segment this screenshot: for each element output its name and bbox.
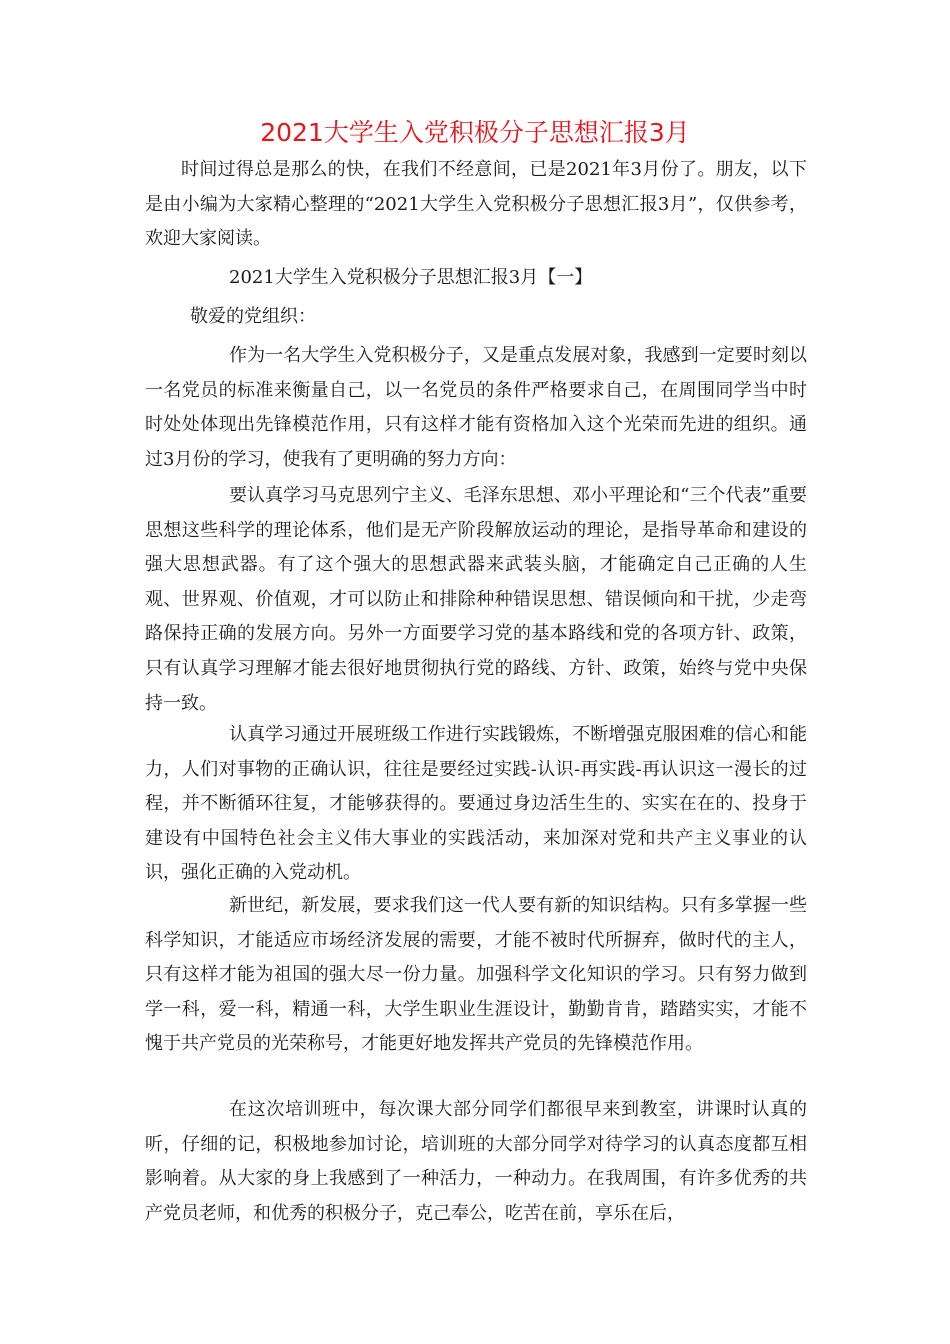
section-heading: 2021大学生入党积极分子思想汇报3月【一】	[229, 267, 593, 288]
intro-paragraph: 时间过得总是那么的快，在我们不经意间，已是2021年3月份了。朋友，以下是由小编为大家精心整理的“2021大学生入党积极分子思想汇报3月”，仅供参考，欢迎大家阅读。	[145, 159, 807, 249]
body-paragraph: 作为一名大学生入党积极分子，又是重点发展对象，我感到一定要时刻以一名党员的标准来衡量自己，以一名党员的条件严格要求自己，在周围同学当中时时处处体现出先锋模范作用，只有这样才能有资格加入这个光荣而先进的组织。通过3月份的学习，使我有了更明确的努力方向：	[145, 345, 807, 470]
body-paragraph: 新世纪，新发展，要求我们这一代人要有新的知识结构。只有多掌握一些科学知识，才能适应市场经济发展的需要，才能不被时代所摒弃，做时代的主人，只有这样才能为祖国的强大尽一份力量。加强科学文化知识的学习。只有努力做到学一科，爱一科，精通一科，大学生职业生涯设计，勤勤肯肯，踏踏实实，才能不愧于共产党员的光荣称号，才能更好地发挥共产党员的先锋模范作用。	[145, 895, 807, 1055]
salutation: 敬爱的党组织：	[190, 306, 316, 327]
body-paragraph: 认真学习通过开展班级工作进行实践锻炼，不断增强克服困难的信心和能力，人们对事物的正确认识，往往是要经过实践-认识-再实践-再认识这一漫长的过程，并不断循环往复，才能够获得的。要通过身边活生生的、实实在在的、投身于建设有中国特色社会主义伟大事业的实践活动，来加深对党和共产主义事业的认识，强化正确的入党动机。	[145, 724, 807, 884]
document-title: 2021大学生入党积极分子思想汇报3月	[260, 118, 690, 147]
body-paragraph: 在这次培训班中，每次课大部分同学们都很早来到教室，讲课时认真的听，仔细的记，积极地参加讨论，培训班的大部分同学对待学习的认真态度都互相影响着。从大家的身上我感到了一种活力，一种动力。在我周围，有许多优秀的共产党员老师，和优秀的积极分子，克己奉公，吃苦在前，享乐在后，	[145, 1099, 807, 1224]
body-paragraph: 要认真学习马克思列宁主义、毛泽东思想、邓小平理论和“三个代表”重要思想这些科学的理论体系，他们是无产阶段解放运动的理论，是指导革命和建设的强大思想武器。有了这个强大的思想武器来武装头脑，才能确定自己正确的人生观、世界观、价值观，才可以防止和排除种种错误思想、错误倾向和干扰，少走弯路保持正确的发展方向。另外一方面要学习党的基本路线和党的各项方针、政策，只有认真学习理解才能去很好地贯彻执行党的路线、方针、政策，始终与党中央保持一致。	[145, 485, 807, 714]
